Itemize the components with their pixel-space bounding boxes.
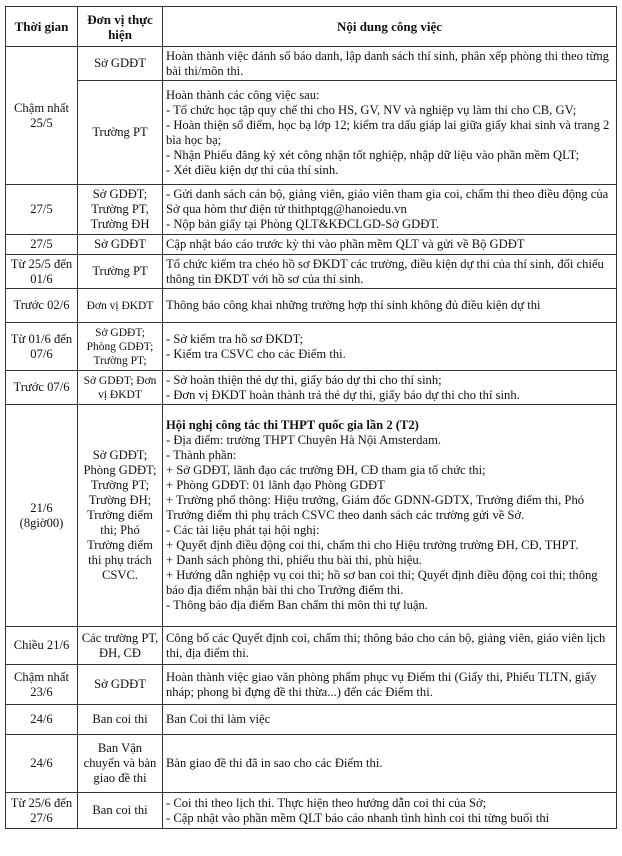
content-line: - Nhận Phiếu đăng ký xét công nhận tốt nghiệp, nhập dữ liệu vào phần mềm QLT; [166, 147, 580, 162]
table-row [6, 235, 617, 255]
time-cell: Từ 25/6 đến 27/6 [6, 793, 78, 829]
content-cell [163, 235, 617, 255]
content-line: + Phòng GDĐT: 01 lãnh đạo Phòng GDĐT [166, 478, 385, 492]
content-line: Cập nhật báo cáo trước kỳ thi vào phần mềm QLT và gửi về Bộ GDĐT [166, 237, 525, 251]
time-cell: Chiều 21/6 [6, 627, 78, 665]
time-cell: Chậm nhất 23/6 [6, 665, 78, 705]
content-line: + Hướng dẫn nghiệp vụ coi thi; hồ sơ ban coi thi; Quyết định điều động coi thi; thông báo địa điểm nhận bài thi cho Trưởng điểm thi. [166, 568, 598, 597]
time-cell: Trước 07/6 [6, 371, 78, 405]
content-line: - Cập nhật vào phần mềm QLT báo cáo nhanh tình hình coi thi từng buổi thi [166, 810, 550, 825]
table-row [6, 371, 617, 405]
schedule-table [5, 6, 617, 829]
content-line: Tổ chức kiểm tra chéo hồ sơ ĐKDT các trường, điều kiện dự thi của thí sinh, đối chiếu thông tin ĐKDT với hồ sơ của thí sinh. [166, 256, 604, 286]
content-cell [163, 81, 617, 185]
content-line: Hoàn thành các công việc sau: [166, 87, 320, 102]
content-line: + Sở GDĐT, lãnh đạo các trường ĐH, CĐ tham gia tổ chức thi; [166, 463, 486, 477]
content-line: + Quyết định điều động coi thi, chấm thi cho Hiệu trưởng trường ĐH, CĐ, THPT. [166, 538, 579, 552]
time-cell: 27/5 [6, 235, 78, 255]
time-cell: Từ 01/6 đến 07/6 [6, 323, 78, 371]
content-cell [163, 705, 617, 735]
unit-cell: Sở GDĐT [78, 235, 163, 255]
content-line: - Nộp bản giấy tại Phòng QLT&KĐCLGD-Sở GDĐT. [166, 217, 440, 231]
content-line: - Hoàn thiện sổ điểm, học bạ lớp 12; kiểm tra dấu giáp lai giữa giấy khai sinh và trang 2 bìa học bạ; [166, 117, 610, 147]
content-line: Thông báo công khai những trường hợp thí sinh không đủ điều kiện dự thi [166, 298, 541, 312]
time-cell: 27/5 [6, 185, 78, 235]
unit-cell: Ban coi thi [78, 705, 163, 735]
time-cell: 24/6 [6, 735, 78, 793]
content-line: - Thành phần: [166, 448, 237, 462]
content-cell [163, 405, 617, 627]
table-row [6, 735, 617, 793]
content-line: - Kiểm tra CSVC cho các Điểm thi. [166, 346, 346, 361]
table-row [6, 627, 617, 665]
unit-cell: Sở GDĐT; Phòng GDĐT; Trường PT; Trường ĐH; Trường điểm thi; Phó Trường điểm thi phụ trách CSVC. [78, 405, 163, 627]
unit-cell: Đơn vị ĐKDT [78, 289, 163, 323]
unit-cell: Sở GDĐT [78, 665, 163, 705]
time-cell: 24/6 [6, 705, 78, 735]
table-row [6, 665, 617, 705]
unit-cell: Các trường PT, ĐH, CĐ [78, 627, 163, 665]
unit-cell: Sở GDĐT; Trường PT, Trường ĐH [78, 185, 163, 235]
table-row [6, 185, 617, 235]
time-cell: Trước 02/6 [6, 289, 78, 323]
content-line: Bàn giao đề thi đã in sao cho các Điểm thi. [166, 756, 383, 770]
content-line: Hoàn thành việc giao văn phòng phẩm phục vụ Điểm thi (Giấy thi, Phiếu TLTN, giấy nháp; phong bì đựng đề thi thừa...) đến các Điểm thi. [166, 669, 597, 699]
content-cell [163, 371, 617, 405]
content-cell [163, 47, 617, 81]
content-line: - Đơn vị ĐKDT hoàn thành trả thẻ dự thi, giấy báo dự thi cho thí sinh. [166, 387, 520, 402]
unit-cell: Sở GDĐT; Đơn vị ĐKDT [78, 371, 163, 405]
content-line: - Coi thi theo lịch thi. Thực hiện theo hướng dẫn coi thi của Sở; [166, 795, 487, 810]
table-row [6, 255, 617, 289]
table-row [6, 47, 617, 81]
unit-cell: Trường PT [78, 81, 163, 185]
unit-cell: Ban coi thi [78, 793, 163, 829]
meeting-heading: Hội nghị công tác thi THPT quốc gia lần 2 (T2) [166, 418, 419, 432]
header-unit: Đơn vị thực hiện [78, 7, 163, 47]
table-row [6, 405, 617, 627]
content-cell [163, 323, 617, 371]
content-line: - Sở kiểm tra hồ sơ ĐKDT; [166, 331, 304, 346]
content-line: Hoàn thành việc đánh số báo danh, lập danh sách thí sinh, phân xếp phòng thi theo từng bài thi/môn thi. [166, 48, 609, 78]
content-line: - Gửi danh sách cán bộ, giảng viên, giáo viên tham gia coi, chấm thi theo điều động của Sở qua hòm thư điện tử thithptqg@hanoiedu.vn [166, 187, 609, 216]
content-cell [163, 793, 617, 829]
content-line: Công bố các Quyết định coi, chấm thi; thông báo cho cán bộ, giảng viên, giáo viên lịch thi, địa điểm thi. [166, 630, 606, 660]
table-row [6, 793, 617, 829]
table-row [6, 323, 617, 371]
content-line: - Địa điểm: trường THPT Chuyên Hà Nội Amsterdam. [166, 433, 442, 447]
unit-cell: Sở GDĐT [78, 47, 163, 81]
table-header-row [6, 7, 617, 47]
content-cell [163, 289, 617, 323]
table-row [6, 705, 617, 735]
content-line: - Sở hoàn thiện thẻ dự thi, giấy báo dự thi cho thí sinh; [166, 372, 442, 387]
time-cell: Chậm nhất 25/5 [6, 47, 78, 185]
content-line: + Trường phổ thông: Hiệu trưởng, Giám đốc GDNN-GDTX, Trưởng điểm thi, Phó Trưởng điểm thi phụ trách CSVC theo danh sách các trường gửi về Sở. [166, 493, 585, 522]
content-cell [163, 255, 617, 289]
table-row [6, 289, 617, 323]
content-cell [163, 627, 617, 665]
unit-cell: Trường PT [78, 255, 163, 289]
content-cell [163, 185, 617, 235]
content-line: - Thông báo địa điểm Ban chấm thi môn thi tự luận. [166, 598, 428, 612]
content-line: + Danh sách phòng thi, phiếu thu bài thi, phù hiệu. [166, 553, 422, 567]
header-content: Nội dung công việc [163, 7, 617, 47]
content-cell [163, 665, 617, 705]
unit-cell: Sở GDĐT; Phòng GDĐT; Trường PT; [78, 323, 163, 371]
content-line: Ban Coi thi làm việc [166, 712, 271, 726]
unit-cell: Ban Vận chuyển và bàn giao đề thi [78, 735, 163, 793]
content-cell [163, 735, 617, 793]
time-cell: Từ 25/5 đến 01/6 [6, 255, 78, 289]
content-line: - Tổ chức học tập quy chế thi cho HS, GV, NV và nghiệp vụ làm thi cho CB, GV; [166, 102, 577, 117]
content-line: - Xét điều kiện dự thi của thí sinh. [166, 162, 339, 177]
header-time: Thời gian [6, 7, 78, 47]
content-line: - Các tài liệu phát tại hội nghị: [166, 523, 320, 537]
table-row [6, 81, 617, 185]
time-cell: 21/6 (8giờ00) [6, 405, 78, 627]
